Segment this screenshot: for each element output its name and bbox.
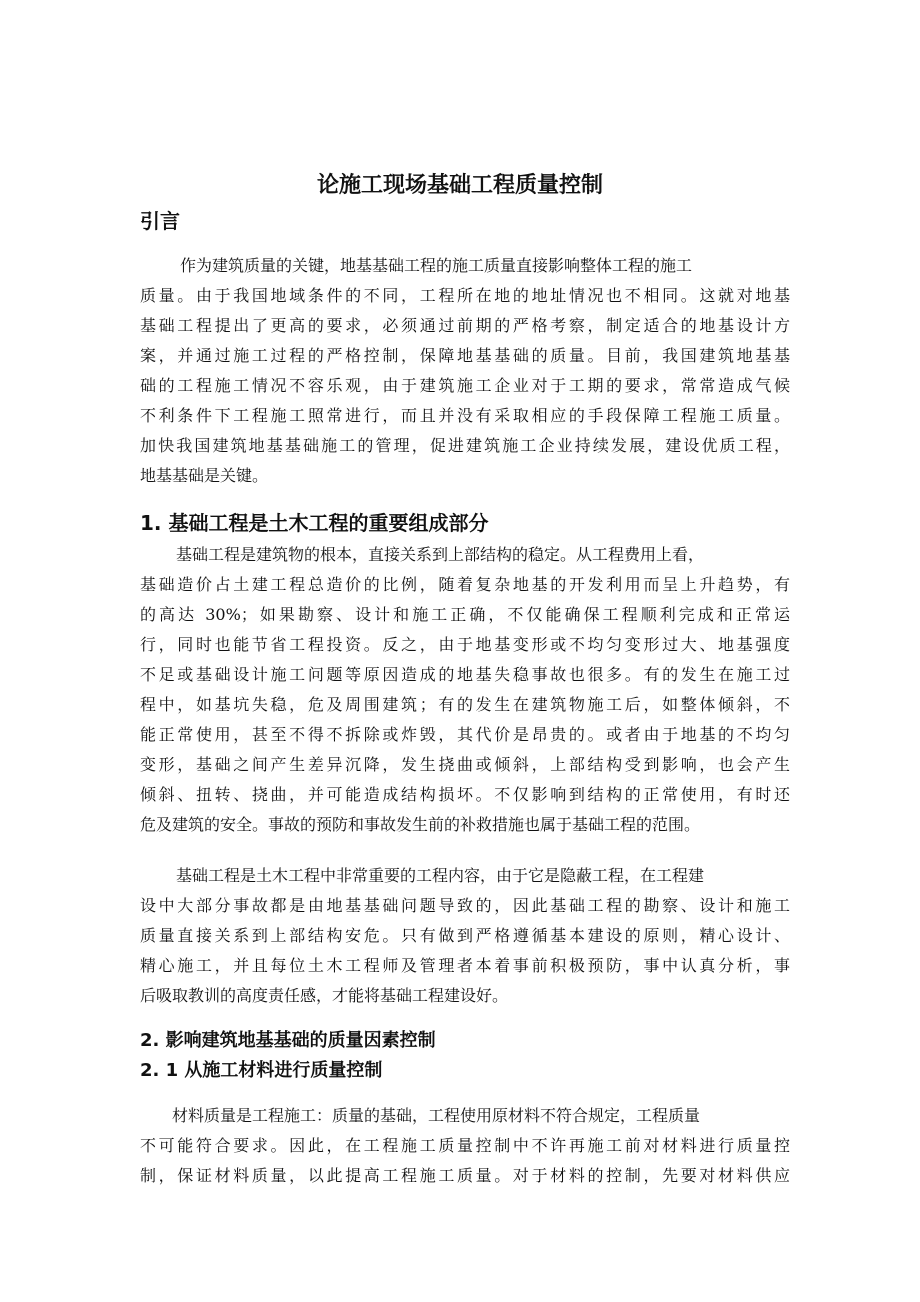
paragraph-line: 地基基础是关键。 [140, 466, 269, 485]
paragraph-line: 不足或基础设计施工问题等原因造成的地基失稳事故也很多。有的发生在施工过 [140, 665, 790, 684]
paragraph-line: 精心施工，并且每位土木工程师及管理者本着事前积极预防，事中认真分析，事 [140, 956, 790, 975]
section-1-heading: 1. 基础工程是土木工程的重要组成部分 [140, 511, 489, 535]
section-1-paragraph-2 [140, 861, 790, 1011]
section-2-1-paragraph [140, 1101, 790, 1191]
paragraph-line: 基础工程是建筑物的根本，直接关系到上部结构的稳定。从工程费用上看， [176, 545, 705, 564]
paragraph-line: 础的工程施工情况不容乐观，由于建筑施工企业对于工期的要求，常常造成气候 [140, 376, 790, 395]
paragraph-line: 程中，如基坑失稳，危及周围建筑；有的发生在建筑物施工后，如整体倾斜，不 [140, 695, 790, 714]
paragraph-line: 加快我国建筑地基基础施工的管理，促进建筑施工企业持续发展，建设优质工程， [140, 436, 790, 455]
paragraph-line: 质量直接关系到上部结构安危。只有做到严格遵循基本建设的原则，精心设计、 [140, 926, 790, 945]
paragraph-line: 质量。由于我国地域条件的不同，工程所在地的地址情况也不相同。这就对地基 [140, 286, 790, 305]
paragraph-line: 案，并通过施工过程的严格控制，保障地基基础的质量。目前，我国建筑地基基 [140, 346, 790, 365]
paragraph-line: 后吸取教训的高度责任感，才能将基础工程建设好。 [140, 986, 509, 1005]
paragraph-line: 不可能符合要求。因此，在工程施工质量控制中不许再施工前对材料进行质量控 [140, 1136, 790, 1155]
section-2-1-heading: 2. 1 从施工材料进行质量控制 [140, 1060, 383, 1081]
paragraph-line: 作为建筑质量的关键，地基基础工程的施工质量直接影响整体工程的施工 [180, 256, 693, 275]
paragraph-line: 变形，基础之间产生差异沉降，发生挠曲或倾斜，上部结构受到影响，也会产生 [140, 755, 790, 774]
paragraph-line: 制，保证材料质量，以此提高工程施工质量。对于材料的控制，先要对材料供应 [140, 1166, 790, 1185]
paragraph-line: 基础工程提出了更高的要求，必须通过前期的严格考察，制定适合的地基设计方 [140, 316, 790, 335]
paragraph-line: 的高达 30%；如果勘察、设计和施工正确，不仅能确保工程顺利完成和正常运 [140, 605, 790, 624]
paragraph-line: 材料质量是工程施工：质量的基础，工程使用原材料不符合规定，工程质量 [172, 1106, 701, 1125]
paragraph-line: 不利条件下工程施工照常进行，而且并没有采取相应的手段保障工程施工质量。 [140, 406, 790, 425]
section-2-heading: 2. 影响建筑地基基础的质量因素控制 [140, 1030, 436, 1051]
intro-paragraph [140, 251, 790, 491]
intro-heading: 引言 [140, 209, 180, 233]
paragraph-line: 基础造价占土建工程总造价的比例，随着复杂地基的开发利用而呈上升趋势，有 [140, 575, 790, 594]
paragraph-line: 设中大部分事故都是由地基基础问题导致的，因此基础工程的勘察、设计和施工 [140, 896, 790, 915]
paragraph-line: 行，同时也能节省工程投资。反之，由于地基变形或不均匀变形过大、地基强度 [140, 635, 790, 654]
paragraph-line: 能正常使用，甚至不得不拆除或炸毁，其代价是昂贵的。或者由于地基的不均匀 [140, 725, 790, 744]
section-1-paragraph-1 [140, 540, 790, 840]
paragraph-line: 危及建筑的安全。事故的预防和事故发生前的补救措施也属于基础工程的范围。 [140, 815, 701, 834]
document-title: 论施工现场基础工程质量控制 [316, 173, 603, 198]
paragraph-line: 基础工程是土木工程中非常重要的工程内容，由于它是隐蔽工程，在工程建 [176, 866, 705, 885]
paragraph-line: 倾斜、扭转、挠曲，并可能造成结构损坏。不仅影响到结构的正常使用，有时还 [140, 785, 790, 804]
